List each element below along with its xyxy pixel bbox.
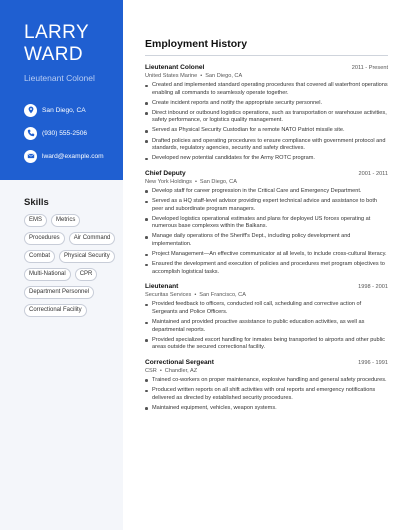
job-title: Chief Deputy — [145, 169, 186, 177]
job-bullet: Provided feedback to officers, conducted roll call, scheduling and corrective action of Sergeants and Police Officers. — [145, 301, 388, 316]
job-bullet: Drafted policies and operating procedures to ensure compliance with government protocol and standards, regulatory agencies, security and safety directives. — [145, 138, 388, 153]
job-title: Correctional Sergeant — [145, 358, 214, 366]
job-bullet: Direct inbound or outbound logistics operations, such as transportation or warehouse activities, safety performance, or logistics quality management. — [145, 110, 388, 125]
job-dates: 1996 - 1991 — [358, 359, 388, 366]
job-location: Chandler, AZ — [164, 367, 198, 374]
separator-dot: • — [159, 367, 162, 374]
company-name: CSR — [145, 367, 157, 374]
skill-chip: Air Command — [69, 232, 116, 245]
separator-dot: • — [194, 178, 197, 185]
phone-text[interactable]: (930) 555-2506 — [42, 129, 88, 137]
skill-chip: Correctional Facility — [24, 304, 87, 317]
job-title: Lieutenant — [145, 283, 179, 291]
skill-chip: Physical Security — [59, 250, 115, 263]
job-entry — [145, 64, 388, 163]
job-bullets — [145, 301, 388, 352]
job-bullet: Create incident reports and notify the appropriate security personnel. — [145, 100, 388, 108]
job-bullet: Served as a HQ staff-level advisor providing expert technical advice and assistance to both peer and subordinate program managers. — [145, 198, 388, 213]
skill-chip: Combat — [24, 250, 55, 263]
candidate-name — [24, 22, 123, 66]
skill-chip: Metrics — [51, 214, 80, 227]
job-bullet: Manage daily operations of the Sheriff's Dept., including policy development and implementation. — [145, 233, 388, 248]
skill-chip: CPR — [75, 268, 98, 281]
profile-header — [0, 0, 123, 180]
job-header — [145, 64, 388, 71]
job-header — [145, 283, 388, 290]
job-entry — [145, 359, 388, 412]
sidebar — [0, 0, 123, 530]
skills-list — [24, 214, 120, 322]
job-meta — [145, 292, 388, 298]
job-dates: 2011 - Present — [351, 65, 388, 71]
job-location: San Diego, CA — [199, 178, 237, 185]
job-bullet: Developed new potential candidates for the Army ROTC program. — [145, 155, 388, 163]
job-title-subtitle: Lieutenant Colonel — [24, 73, 95, 83]
skill-chip: Department Personnel — [24, 286, 94, 299]
employment-list — [145, 64, 388, 412]
skill-chip: Procedures — [24, 232, 65, 245]
job-meta — [145, 179, 388, 185]
contact-phone — [24, 126, 123, 140]
location-text: San Diego, CA — [42, 106, 86, 114]
skills-heading: Skills — [24, 197, 49, 208]
job-bullet: Produced written reports on all shift activities with oral reports and emergency notifications delivered as directed by established security procedures. — [145, 387, 388, 402]
job-bullet: Created and implemented standard operating procedures that covered all waterfront operations enabling all commands to seamlessly operate together. — [145, 82, 388, 97]
job-header — [145, 170, 388, 177]
main-content — [145, 38, 388, 419]
separator-dot: • — [194, 292, 197, 299]
mail-icon — [24, 150, 37, 163]
contact-location — [24, 103, 123, 117]
skill-chip: EMS — [24, 214, 47, 227]
job-bullet: Developed logistics operational estimates and plans for deployed US forces operating at numerous base complexes within the Balkans. — [145, 216, 388, 231]
job-bullets — [145, 188, 388, 276]
job-location: San Diego, CA — [205, 73, 243, 79]
first-name: LARRY — [24, 22, 90, 43]
skills-section — [0, 180, 123, 322]
job-bullets — [145, 82, 388, 163]
job-bullet: Ensured the development and execution of policies and procedures met program objectives to accomplish logistical tasks. — [145, 261, 388, 276]
job-entry — [145, 170, 388, 276]
contact-list — [24, 103, 123, 163]
contact-email — [24, 149, 123, 163]
job-dates: 1998 - 2001 — [358, 284, 388, 291]
job-bullet: Project Management—An effective communicator at all levels, to include cross-cultural literacy. — [145, 251, 388, 259]
job-bullet: Maintained and provided proactive assistance to public education activities, as well as departmental reports. — [145, 319, 388, 334]
skill-chip: Multi-National — [24, 268, 71, 281]
separator-dot: • — [200, 73, 203, 79]
job-bullets — [145, 377, 388, 412]
employment-heading: Employment History — [145, 38, 388, 56]
last-name: WARD — [24, 44, 83, 65]
job-bullet: Trained co-workers on proper maintenance, explosive handling and general safety procedures. — [145, 377, 388, 385]
company-name: Securitas Services — [145, 292, 192, 299]
job-meta — [145, 368, 388, 374]
email-text[interactable]: lward@example.com — [42, 152, 104, 160]
phone-icon — [24, 127, 37, 140]
company-name: United States Marine — [145, 73, 198, 79]
job-meta — [145, 73, 388, 79]
location-pin-icon — [24, 104, 37, 117]
job-header — [145, 359, 388, 366]
company-name: New York Holdings — [145, 178, 192, 185]
job-location: San Francisco, CA — [199, 292, 246, 299]
job-bullet: Served as Physical Security Custodian for a remote NATO Patriot missile site. — [145, 127, 388, 135]
job-bullet: Develop staff for career progression in the Critical Care and Emergency Department. — [145, 188, 388, 196]
job-entry — [145, 283, 388, 352]
job-title: Lieutenant Colonel — [145, 64, 205, 71]
job-bullet: Maintained equipment, vehicles, weapon systems. — [145, 405, 388, 413]
job-bullet: Provided specialized escort handling for inmates being transported to airports and other public areas outside the secured correctional facility. — [145, 337, 388, 352]
job-dates: 2001 - 2011 — [358, 170, 388, 177]
